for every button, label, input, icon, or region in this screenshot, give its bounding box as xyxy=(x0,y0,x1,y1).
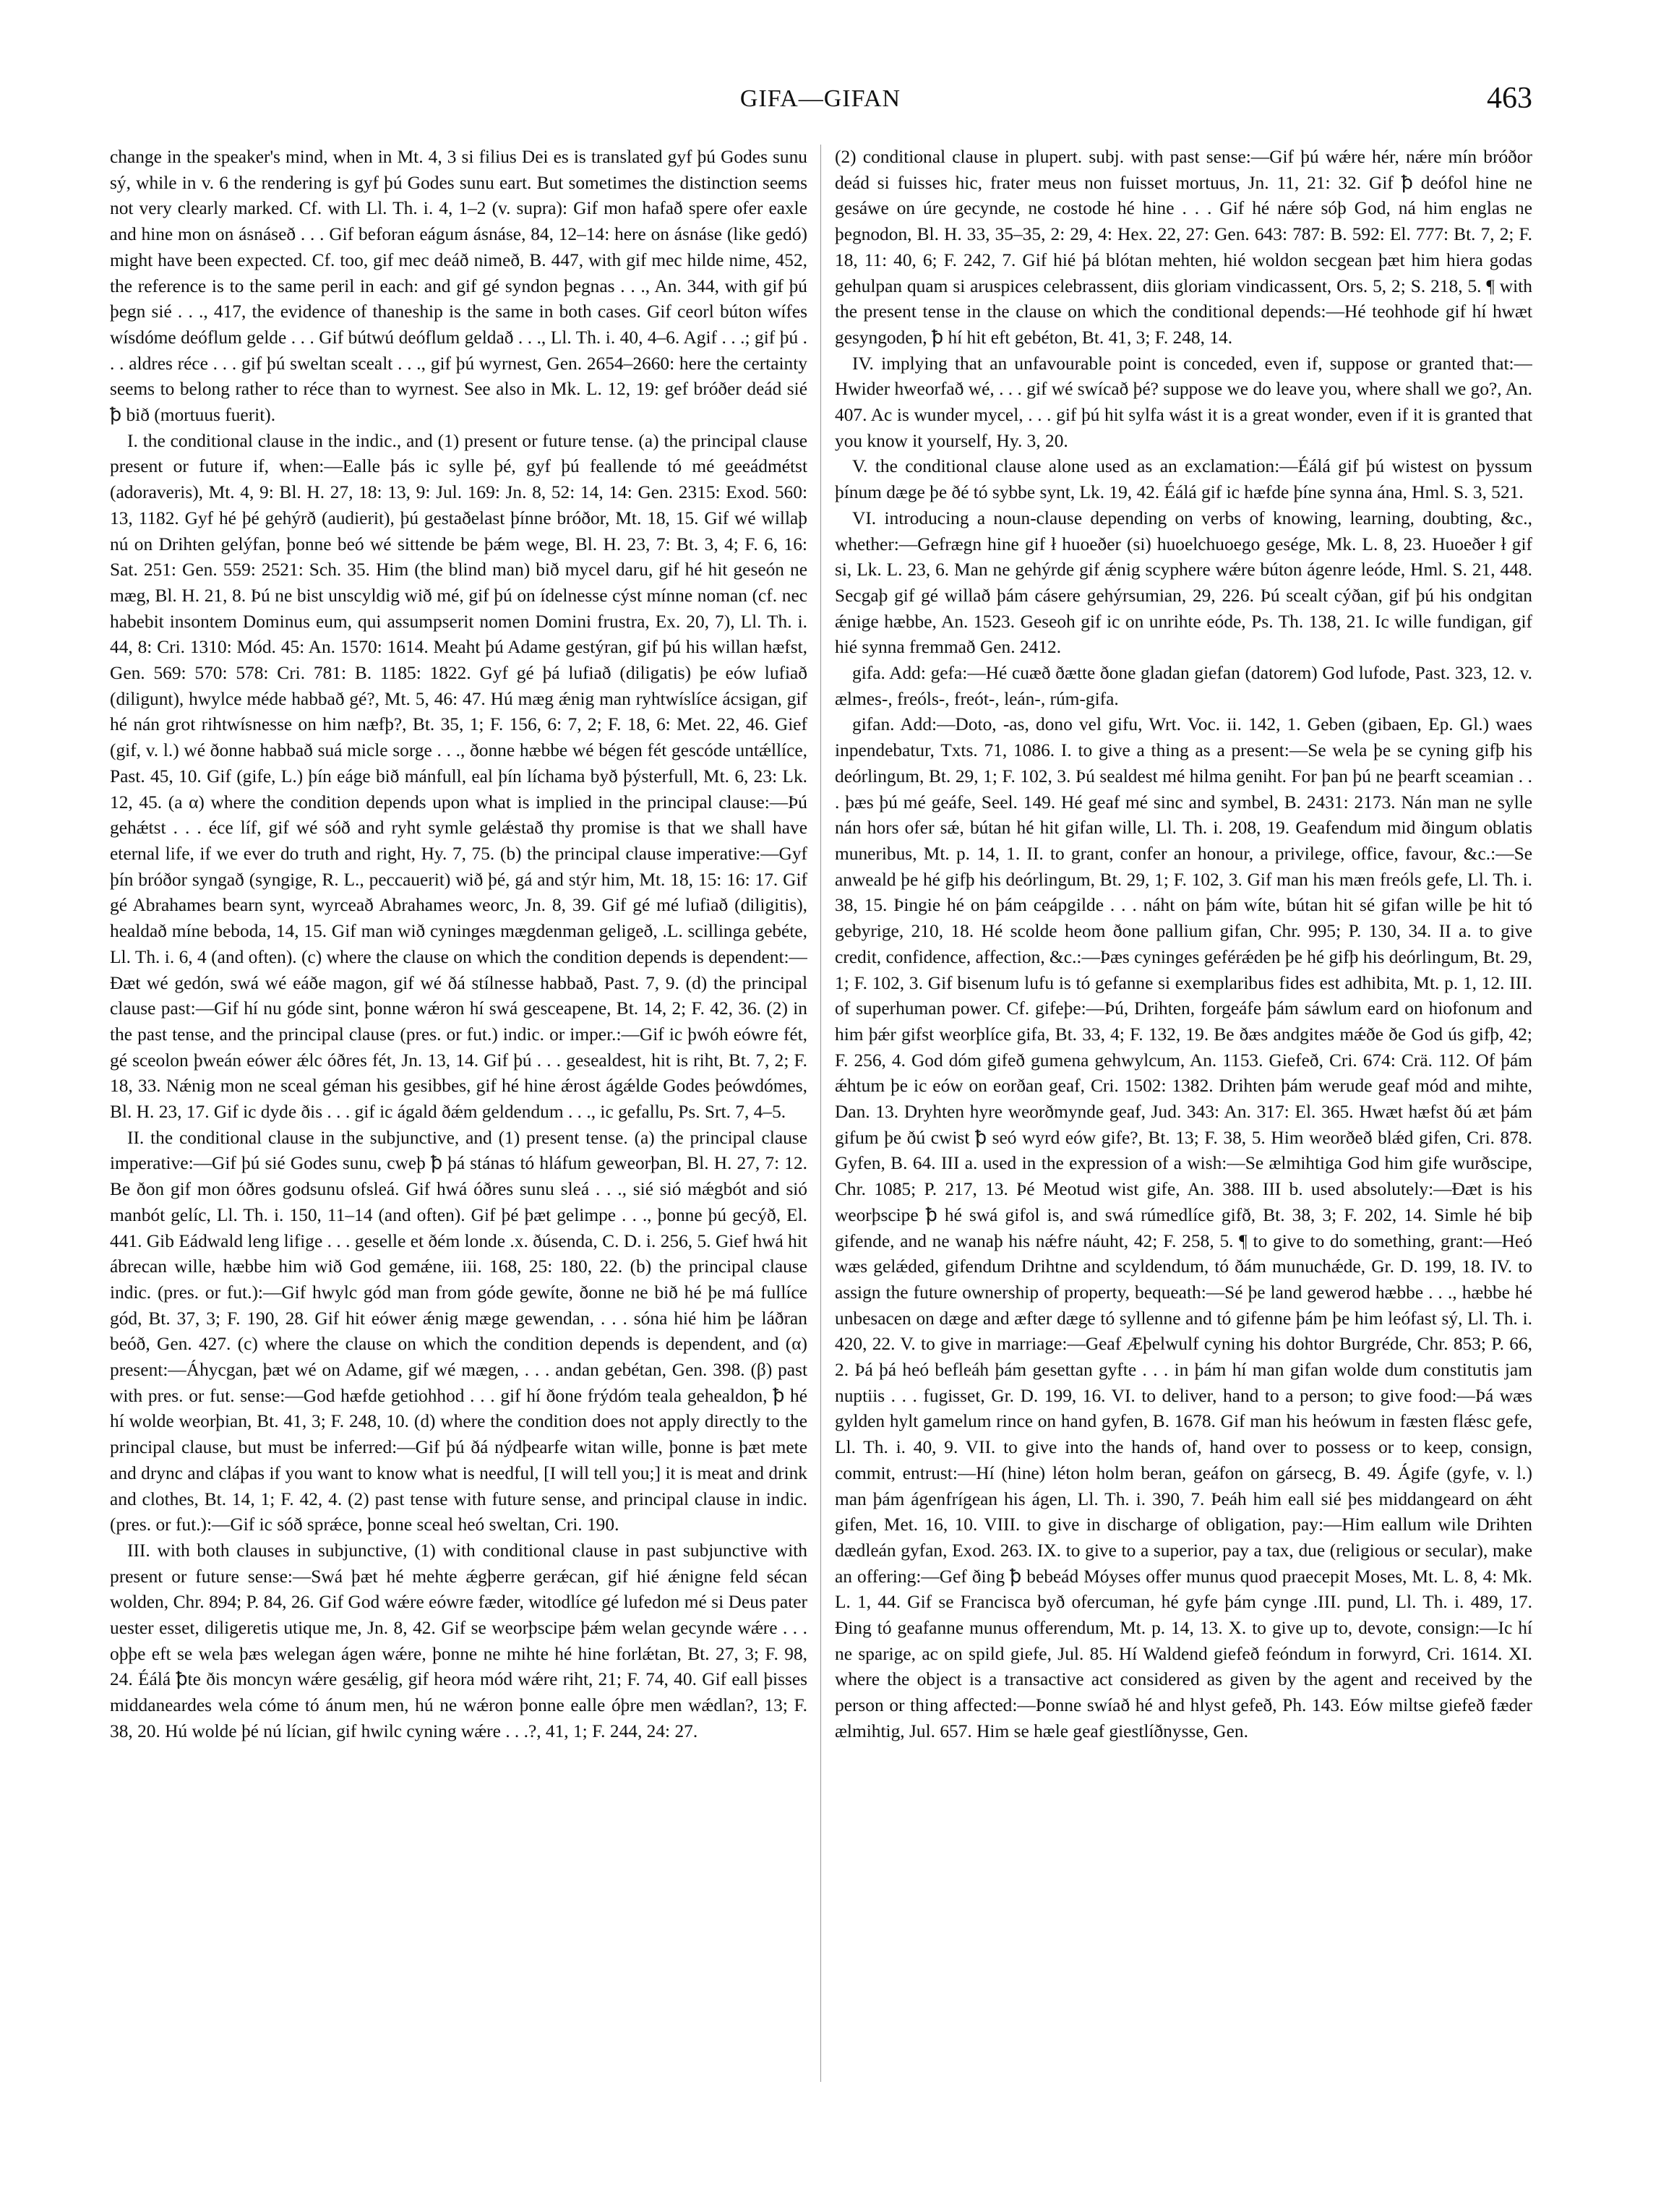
right-column xyxy=(835,145,1532,2089)
left-paragraph: III. with both clauses in subjunctive, (1) with conditional clause in past subjunctive with present or future sense:—Swá þæt hé mehte ǽgþerre gerǽcan, gif hié ǽnigne feld sécan wolden, Chr. 894; P. 84, 26. Gif God wǽre eówre fæder, witodlíce gé lufedon mé si Deus pater uester esset, diligeretis utique me, Jn. 8, 42. Gif se weorþscipe þǽm welan gecynde wǽre . . . oþþe eft se wela þæs welegan ágen wǽre, þonne ne mihte hé hine forlǽtan, Bt. 27, 3; F. 98, 24. Éálá ꝥte ðis moncyn wǽre gesǽlig, gif heora mód wǽre riht, 21; F. 74, 40. Gif eall þisses middaneardes wela cóme tó ánum men, hú ne wǽron þonne ealle óþre men wǽdlan?, 13; F. 38, 20. Hú wolde þé nú lícian, gif hwilc cyning wǽre . . .?, 41, 1; F. 244, 24: 27. xyxy=(110,1540,807,1741)
right-paragraph: IV. implying that an unfavourable point is conceded, even if, suppose or granted that:—Hwider hweorfað wé, . . . gif wé swícað þé? suppose we do leave you, where shall we go?, An. 407. Ac is wunder mycel, . . . gif þú hit sylfa wást it is a great wonder, even if it is granted that you know it yourself, Hy. 3, 20. xyxy=(835,353,1532,451)
right-paragraph: (2) conditional clause in plupert. subj. with past sense:—Gif þú wǽre hér, nǽre mín bróðor deád si fuisses hic, frater meus non fuisset mortuus, Jn. 11, 21: 32. Gif ꝥ deófol hine ne gesáwe on úre gecynde, ne costode hé hine . . . Gif hé nǽre sóþ God, ná him englas ne þegnodon, Bl. H. 33, 35–35, 2: 29, 4: Hex. 22, 27: Gen. 643: 787: B. 592: El. 777: Bt. 7, 2; F. 18, 11: 40, 6; F. 242, 7. Gif hié þá blótan mehten, hié woldon secgean þæt him hiera godas gehulpan quam si aruspices celebrassent, diis gloriam vindicassent, Ors. 5, 2; S. 218, 5. ¶ with the present tense in the clause on which the conditional depends:—Hé teohhode gif hí hwæt gesyngoden, ꝥ hí hit eft gebéton, Bt. 41, 3; F. 248, 14. xyxy=(835,147,1532,348)
entry-gifa: gifa. Add: gefa:—Hé cuæð ðætte ðone gladan giefan (datorem) God lufode, Past. 323, 12. v. ælmes-, freóls-, freót-, leán-, rúm-gifa. xyxy=(835,663,1532,709)
entry-gifan: gifan. Add:—Doto, -as, dono vel gifu, Wrt. Voc. ii. 142, 1. Geben (gibaen, Ep. Gl.) waes inpendebatur, Txts. 71, 1086. I. to give a thing as a present:—Se wela þe se cyning gifþ his deórlingum, Bt. 29, 1; F. 102, 3. Þú sealdest mé hilma geniht. For þan þú ne þearft sceamian . . . þæs þú mé geáfe, Seel. 149. Hé geaf mé sinc and symbel, B. 2431: 2173. Nán man ne sylle nán hors ofer sǽ, bútan hé hit gifan wille, Ll. Th. i. 208, 19. Geafendum mid ðingum oblatis muneribus, Mt. p. 14, 1. II. to grant, confer an honour, a privilege, office, favour, &c.:—Se anweald þe hé gifþ his deórlingum, Bt. 29, 1; F. 102, 3. Gif man his mæn freóls gefe, Ll. Th. i. 38, 15. Þingie hé on þám ceápgilde . . . náht on þám wíte, bútan hit sé gifan wille þe hit tó gebyrige, 210, 18. Hé scolde heom ðone pallium gifan, Chr. 995; P. 130, 34. II a. to give credit, confidence, affection, &c.:—Þæs cyninges geférǽden þe hé gifþ his deórlingum, Bt. 29, 1; F. 102, 3. Gif bisenum lufu is tó gefanne si exemplaribus fides est adhibita, Mt. p. 1, 12. III. of superhuman power. Cf. gifeþe:—Þú, Drihten, forgeáfe þám sáwlum eard on hiofonum and him þǽr gifst weorþlíce gifa, Bt. 33, 4; F. 132, 19. Be ðæs andgites mǽðe ðe God ús gifþ, 42; F. 256, 4. God dóm gifeð gumena gehwylcum, An. 1153. Giefeð, Cri. 674: Crä. 112. Of þám ǽhtum þe ic eów on eorðan geaf, Cri. 1502: 1382. Drihten þám werude geaf mód and mihte, Dan. 13. Dryhten hyre weorðmynde geaf, Jud. 343: An. 317: El. 365. Hwæt hæfst ðú æt þám gifum þe ðú cwist ꝥ seó wyrd eów gife?, Bt. 13; F. 38, 5. Him weorðeð blǽd gifen, Cri. 878. Gyfen, B. 64. III a. used in the expression of a wish:—Se ælmihtiga God him gife wurðscipe, Chr. 1085; P. 217, 13. Þé Meotud wist gife, An. 388. III b. used absolutely:—Ðæt is his weorþscipe ꝥ hé swá gifol is, and swá rúmedlíce gifð, Bt. 38, 3; F. 202, 14. Simle hé biþ gifende, and ne wanaþ his nǽfre náuht, 42; F. 258, 5. ¶ to give to do something, grant:—Heó wæs gelǽded, gifendum Drihtne and scyldendum, tó ðám munuchǽde, Gr. D. 199, 18. IV. to assign the future ownership of property, bequeath:—Sé þe land gewerod hæbbe . . ., hæbbe hé unbesacen on dæge and æfter dæge tó syllenne and tó gifenne þám þe him leófast sý, Ll. Th. i. 420, 22. V. to give in marriage:—Geaf Æþelwulf cyning his dohtor Burgréde, Chr. 853; P. 66, 2. Þá þá heó befleáh þám gesettan gyfte . . . in þám hí man gifan wolde dum constitutis jam nuptiis . . . fugisset, Gr. D. 199, 16. VI. to deliver, hand to a person; to give food:—Þá wæs gylden hylt gamelum rince on hand gyfen, B. 1678. Gif man his heówum in fæsten flǽsc gefe, Ll. Th. i. 40, 9. VII. to give into the hands of, hand over to possess or to keep, consign, commit, entrust:—Hí (hine) léton holm beran, geáfon on gársecg, B. 49. Ágife (gyfe, v. l.) man þám ágenfrígean his ágen, Ll. Th. i. 390, 7. Þeáh him eall sié þes middangeard on ǽht gifen, Met. 16, 10. VIII. to give in discharge of obligation, pay:—Him eallum wile Drihten dædleán gyfan, Exod. 263. IX. to give to a superior, pay a tax, due (religious or secular), make an offering:—Gef ðing ꝥ bebeád Móyses offer munus quod praecepit Moses, Mt. L. 8, 4: Mk. L. 1, 44. Gif se Francisca byð ofercuman, hé gyfe þám cynge .III. pund, Ll. Th. i. 489, 17. Ðing tó geafanne munus offerendum, Mt. p. 14, 13. X. to give up to, devote, consign:—Ic hí ne sparige, ac on spild giefe, Jul. 85. Hí Waldend giefeð feóndum in forwyrd, Cri. 1614. XI. where the object is a transactive act considered as given by the agent and received by the person or thing affected:—Þonne swíað hé and hlyst gefeð, Ph. 143. Eów miltse giefeð fæder ælmihtig, Jul. 657. Him se hæle geaf giestlíðnysse, Gen. xyxy=(835,714,1532,1741)
running-head: GIFA—GIFAN xyxy=(739,85,901,112)
page-number: 463 xyxy=(1487,82,1532,115)
right-paragraph: VI. introducing a noun-clause depending on verbs of knowing, learning, doubting, &c., whether:—Gefrægn hine gif ł huoeðer (si) huoelchuoego gesége, Mk. L. 8, 23. Huoeðer ł gif si, Lk. L. 23, 6. Man ne gehýrde gif ǽnig scyphere wǽre búton ágenre leóde, Hml. S. 21, 448. Secgaþ gif gé willað þám cásere gehýrsumian, 29, 226. Þú scealt cýðan, gif þú his ondgitan ǽnige hæbbe, An. 1523. Geseoh gif ic on unrihte eóde, Ps. Th. 138, 21. Ic wille fundigan, gif hié synna fremmað Gen. 2412. xyxy=(835,507,1532,658)
page-header xyxy=(108,81,1532,124)
right-paragraph: V. the conditional clause alone used as an exclamation:—Éálá gif þú wistest on þyssum þínum dæge þe ðé tó sybbe synt, Lk. 19, 42. Éálá gif ic hæfde þíne synna ána, Hml. S. 3, 521. xyxy=(835,456,1532,503)
left-paragraph: I. the conditional clause in the indic., and (1) present or future tense. (a) the principal clause present or future if, when:—Ealle þás ic sylle þé, gyf þú feallende tó mé geeádmétst (adoraveris), Mt. 4, 9: Bl. H. 27, 18: 13, 9: Jul. 169: Jn. 8, 52: 14, 14: Gen. 2315: Exod. 560: 13, 1182. Gyf hé þé gehýrð (audierit), þú gestaðelast þínne bróðor, Mt. 18, 15. Gif wé willaþ nú on Drihten gelýfan, þonne beó wé sittende be þǽm wege, Bl. H. 23, 7: Bt. 3, 4; F. 6, 16: Sat. 251: Gen. 559: 2521: Sch. 35. Him (the blind man) bið mycel daru, gif hé hit geseón ne mæg, Bl. H. 21, 8. Þú ne bist unscyldig wið mé, gif þú on ídelnesse cýst mínne noman (cf. nec habebit insontem Dominus eum, qui assumpserit nomen Domini frustra, Ex. 20, 7), Ll. Th. i. 44, 8: Cri. 1310: Mód. 45: An. 1570: 1614. Meaht þú Adame gestýran, gif þú his willan hæfst, Gen. 569: 570: 578: Cri. 781: B. 1185: 1822. Gyf gé þá lufiað (diligatis) þe eów lufiað (diligunt), hwylce méde habbað gé?, Mt. 5, 46: 47. Hú mæg ǽnig man ryhtwíslíce ácsigan, gif hé nán grot rihtwísnesse on him næfþ?, Bt. 35, 1; F. 156, 6: 7, 2; F. 18, 6: Met. 22, 46. Gief (gif, v. l.) wé ðonne habbað suá micle sorge . . ., ðonne hæbbe wé bégen fét gescóde untǽllíce, Past. 45, 10. Gif (gife, L.) þín eáge bið mánfull, eal þín líchama byð þýsterfull, Mt. 6, 23: Lk. 12, 45. (a α) where the condition depends upon what is implied in the principal clause:—Þú gehǽtst . . . éce líf, gif wé sóð and ryht symle gelǽstað thy promise is that we shall have eternal life, if we ever do truth and right, Hy. 7, 75. (b) the principal clause imperative:—Gyf þín bróðor syngað (syngige, R. L., peccauerit) wið þé, gá and stýr him, Mt. 18, 15: 16: 17. Gif gé Abrahames bearn synt, wyrceað Abrahames weorc, Jn. 8, 39. Gif gé mé lufiað (diligitis), healdað míne beboda, 14, 15. Gif man wið cyninges mægdenman geligeð, .L. scillinga gebéte, Ll. Th. i. 6, 4 (and often). (c) where the clause on which the condition depends is dependent:—Ðæt wé gedón, swá wé eáðe magon, gif wé ðá stílnesse habbað, Past. 7, 9. (d) the principal clause past:—Gif hí nu góde sint, þonne wǽron hí swá gesceapene, Bt. 14, 2; F. 42, 36. (2) in the past tense, and the principal clause (pres. or fut.) indic. or imper.:—Gif ic þwóh eówre fét, gé sceolon þweán eówer ǽlc óðres fét, Jn. 13, 14. Gif þú . . . gesealdest, hit is riht, Bt. 7, 2; F. 18, 33. Nǽnig mon ne sceal géman his gesibbes, gif hé hine ǽrost ágǽlde Godes þeówdómes, Bl. H. 23, 17. Gif ic dyde ðis . . . gif ic ágald ðǽm geldendum . . ., ic gefallu, Ps. Srt. 7, 4–5. xyxy=(110,430,807,1123)
left-paragraph: change in the speaker's mind, when in Mt. 4, 3 si filius Dei es is translated gyf þú Godes sunu sý, while in v. 6 the rendering is gyf þú Godes sunu eart. But sometimes the distinction seems not very clearly marked. Cf. with Ll. Th. i. 4, 1–2 (v. supra): Gif mon hafað spere ofer eaxle and hine mon on ásnáseð . . . Gif beforan eágum ásnáse, 84, 12–14: here on ásnáse (like gedó) might have been expected. Cf. too, gif mec deáð nimeð, B. 447, with gif mec hilde nime, 452, the reference is to the same peril in each: and gif gé syndon þegnas . . ., An. 344, with gif þú þegn sié . . ., 417, the evidence of thaneship is the same in both cases. Gif ceorl búton wífes wísdóme deóflum gelde . . . Gif bútwú deóflum geldað . . ., Ll. Th. i. 40, 4–6. Agif . . .; gif þú . . . aldres réce . . . gif þú sweltan scealt . . ., gif þú wyrnest, Gen. 2654–2660: here the certainty seems to belong rather to réce than to wyrnest. See also in Mk. L. 12, 19: gef bróðer deád sié ꝥ bið (mortuus fuerit). xyxy=(110,147,807,426)
left-column xyxy=(110,145,807,2089)
column-divider xyxy=(820,145,821,2082)
left-paragraph: II. the conditional clause in the subjunctive, and (1) present tense. (a) the principal clause imperative:—Gif þú sié Godes sunu, cweþ ꝥ þá stánas tó hláfum geweorþan, Bl. H. 27, 7: 12. Be ðon gif mon óðres godsunu ofsleá. Gif hwá óðres sunu sleá . . ., sié sió mǽgbót and sió manbót gelíc, Ll. Th. i. 150, 11–14 (and often). Gif þé þæt gelimpe . . ., þonne þú gecýð, El. 441. Gib Eádwald leng lifige . . . geselle et ðém londe .x. ðúsenda, C. D. i. 256, 5. Gief hwá hit ábrecan wille, hæbbe him wið God gemǽne, iii. 168, 25: 180, 22. (b) the principal clause indic. (pres. or fut.):—Gif hwylc gód man from góde gewíte, ðonne ne bið hé þe má fullíce gód, Bt. 37, 3; F. 190, 28. Gif hit eówer ǽnig mæge gewendan, . . . sóna hié him þe láðran beóð, Gen. 427. (c) where the clause on which the condition depends is dependent, and (α) present:—Áhycgan, þæt wé on Adame, gif wé mægen, . . . andan gebétan, Gen. 398. (β) past with pres. or fut. sense:—God hæfde getiohhod . . . gif hí ðone frýdóm teala gehealdon, ꝥ hé hí wolde weorþian, Bt. 41, 3; F. 248, 10. (d) where the condition does not apply directly to the principal clause, but must be inferred:—Gif þú ðá nýdþearfe witan wille, þonne is þæt mete and drync and cláþas if you want to know what is needful, [I will tell you;] it is meat and drink and clothes, Bt. 14, 1; F. 42, 4. (2) past tense with future sense, and principal clause in indic. (pres. or fut.):—Gif ic sóð sprǽce, þonne sceal heó sweltan, Cri. 190. xyxy=(110,1127,807,1535)
